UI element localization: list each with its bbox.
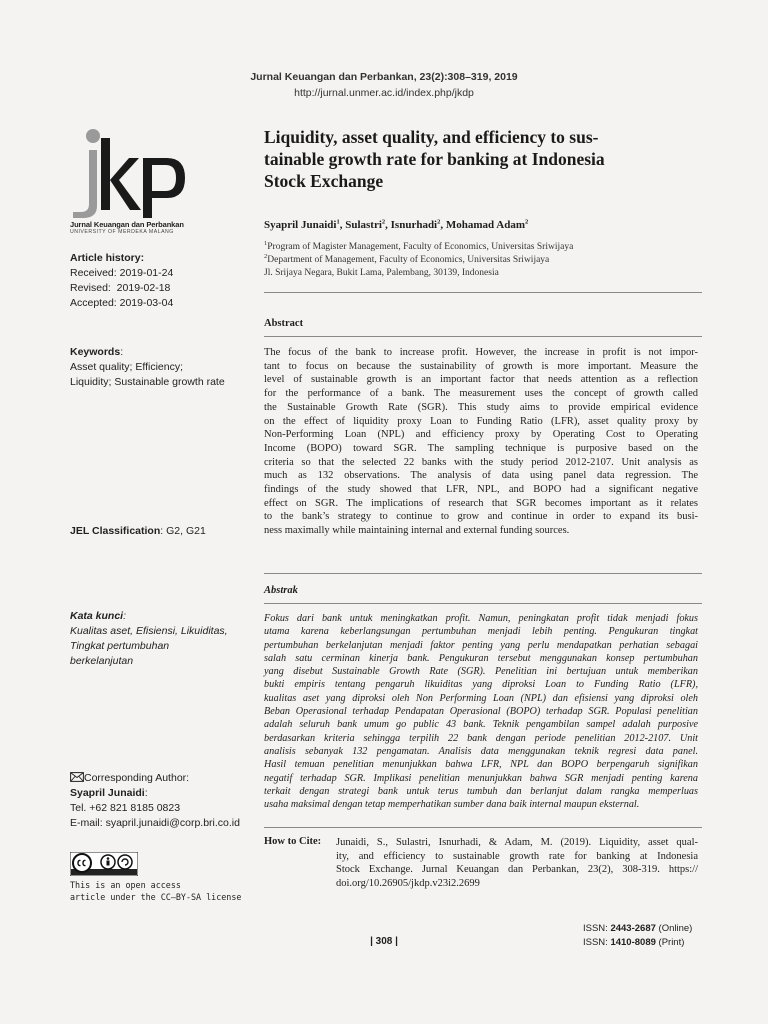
keywords-line-2: Liquidity; Sustainable growth rate bbox=[70, 376, 225, 388]
abstrak-line: Beban Operasional terhadap Pendapatan Operasional (BOPO) terhadap SGR. Populasi penelitian bbox=[264, 706, 698, 718]
abstract-heading: Abstract bbox=[264, 318, 304, 329]
issn-online-value: 2443-2687 bbox=[610, 923, 656, 934]
abstrak-line: berdasarkan kriteria sehingga terpilih 22 bank dengan periode penelitian 2012-2107. Unit bbox=[264, 732, 698, 744]
author-1: Syapril Junaidi bbox=[264, 219, 337, 231]
abstrak-line: salah satu cerminan kinerja bank. Pengukuran tersebut menggunakan konsep pertumbuhan bbox=[264, 652, 698, 664]
abstrak-heading: Abstrak bbox=[264, 585, 298, 596]
accepted-date: Accepted: 2019-03-04 bbox=[70, 297, 174, 309]
abstract-line: effect on SGR. The implications of research that SGR becomes important as it relates bbox=[264, 497, 698, 509]
author-4-sup: 2 bbox=[525, 218, 529, 226]
kata-kunci-label: Kata kunci bbox=[70, 610, 124, 622]
issn-online bbox=[583, 923, 692, 934]
how-to-cite-label: How to Cite: bbox=[264, 836, 322, 847]
author-1-sup: 1 bbox=[336, 218, 340, 226]
issn-print-type: (Print) bbox=[655, 937, 685, 948]
affiliation-2-text: Department of Management, Faculty of Economics, Universitas Sriwijaya bbox=[267, 255, 550, 265]
journal-url[interactable]: http://jurnal.unmer.ac.id/index.php/jkdp bbox=[294, 87, 474, 99]
abstract-line: Non-Performing Loan (NPL) and efficiency proxy by Operating Cost to Operating bbox=[264, 429, 698, 441]
abstrak-line: pertumbuhan berkelanjutan menjadi faktor penting yang perlu mendapatkan perhatian sebagai bbox=[264, 639, 698, 651]
abstrak-line: analisis sebanyak 132 pengamatan. Analisis data menggunakan teknik regresi data panel. bbox=[264, 745, 698, 757]
keywords-block: Keywords: Asset quality; Efficiency; Liquidity; Sustainable growth rate bbox=[70, 346, 225, 388]
abstrak-line: terkait dengan strategi bank untuk terus tumbuh dan berlanjut dalam rangka memperluas bbox=[264, 785, 698, 797]
kata-line-3: berkelanjutan bbox=[70, 655, 134, 667]
jel-value: : G2, G21 bbox=[160, 525, 206, 537]
kata-kunci-block: Kata kunci: Kualitas aset, Efisiensi, Likuiditas, Tingkat pertumbuhan berkelanjutan bbox=[70, 610, 228, 667]
abstrak-line: adalah seluruh bank umum go public 43 bank. Teknik pengambilan sampel adalah purposive bbox=[264, 719, 698, 731]
issn-print-label: ISSN: bbox=[583, 937, 611, 948]
title-line-1: Liquidity, asset quality, and efficiency to sus- bbox=[264, 127, 599, 147]
article-history bbox=[70, 251, 173, 311]
logo-journal-name: Jurnal Keuangan dan Perbankan bbox=[70, 220, 184, 229]
affiliation-1-sup: 1 bbox=[264, 239, 268, 247]
divider-abstract bbox=[264, 336, 702, 337]
affiliation-address: Jl. Srijaya Negara, Bukit Lama, Palembang, 30139, Indonesia bbox=[264, 268, 499, 278]
divider-abstrak-top bbox=[264, 573, 702, 574]
abstrak-line: bukti empiris tentang pengaruh likuiditas yang diproksi Loan to Funding Ratio (LFR), bbox=[264, 679, 698, 691]
kata-line-2: Tingkat pertumbuhan bbox=[70, 640, 170, 652]
revised-date: Revised: 2019-02-18 bbox=[70, 282, 171, 294]
abstract-line: findings of the study showed that LFR, NPL, and BOPO had a significant negative bbox=[264, 484, 698, 496]
author-4: , Mohamad Adam bbox=[440, 219, 526, 231]
author-3: , Isnurhadi bbox=[385, 219, 438, 231]
abstrak-line: Hasil temuan penelitian menunjukkan bahwa LFR, NPL dan BOPO berpengaruh signifikan bbox=[264, 759, 698, 771]
abstract-line: level of sustainable growth is an important factor that needs attention as a reflection bbox=[264, 374, 698, 386]
issn-print-value: 1410-8089 bbox=[610, 937, 656, 948]
issn-online-label: ISSN: bbox=[583, 923, 611, 934]
issn-online-type: (Online) bbox=[655, 923, 693, 934]
abstract-line: on the effect of liquidity proxy Loan to Funding Ratio (LFR), asset quality proxy by bbox=[264, 415, 698, 427]
author-2-sup: 2 bbox=[381, 218, 386, 226]
telephone: Tel. +62 821 8185 0823 bbox=[70, 802, 181, 814]
author-list bbox=[264, 219, 528, 231]
abstract-line: The focus of the bank to increase profit. However, the increase in profit is not impor- bbox=[264, 347, 698, 358]
divider-top bbox=[264, 292, 702, 293]
envelope-icon bbox=[70, 772, 84, 782]
logo-university: UNIVERSITY OF MERDEKA MALANG bbox=[70, 229, 174, 235]
abstract-line: tant to focus on because the sustainability of growth is more important. Measure the bbox=[264, 360, 698, 372]
title-line-2: tainable growth rate for banking at Indonesia bbox=[264, 149, 605, 169]
keywords-line-1: Asset quality; Efficiency; bbox=[70, 361, 184, 373]
abstrak-body bbox=[264, 612, 698, 811]
abstrak-line: Fokus dari bank untuk meningkatkan profit. Namun, peningkatan profit tidak menjadi fokus bbox=[264, 613, 698, 624]
license-line-1: This is an open access bbox=[70, 880, 181, 890]
cite-line: doi.org/10.26905/jkdp.v23i2.2699 bbox=[336, 878, 480, 890]
affiliation-2-sup: 2 bbox=[264, 252, 268, 260]
affiliation-1 bbox=[264, 239, 574, 252]
abstract-body bbox=[264, 346, 698, 538]
license-line-2: article under the CC–BY-SA license bbox=[70, 892, 242, 902]
how-to-cite-text bbox=[336, 836, 698, 891]
divider-abstrak bbox=[264, 603, 702, 604]
affiliation-1-text: Program of Magister Management, Faculty of Economics, Universitas Sriwijaya bbox=[267, 242, 574, 252]
corresponding-label: Corresponding Author: bbox=[84, 772, 190, 784]
abstrak-line: usaha maksimal dengan tetap memperhatikan sumber dana baik internal maupun eksternal. bbox=[264, 799, 640, 811]
journal-citation-header: Jurnal Keuangan dan Perbankan, 23(2):308–319, 2019 bbox=[250, 71, 518, 83]
abstrak-line: yang disebut Sustainable Growth Rate (SGR). Penelitian ini bertujuan untuk memberikan bbox=[264, 666, 698, 678]
abstrak-line: utama karena keberlangsungan pertumbuhan menjadi lebih penting. Pengukuran tingkat bbox=[264, 626, 698, 638]
page-number: | 308 | bbox=[370, 936, 398, 947]
corresponding-name: Syapril Junaidi bbox=[70, 787, 145, 799]
keywords-label: Keywords bbox=[70, 346, 121, 358]
jel-label: JEL Classification bbox=[70, 525, 161, 537]
affiliation-2 bbox=[264, 252, 550, 265]
jel-block bbox=[70, 524, 206, 539]
received-date: Received: 2019-01-24 bbox=[70, 267, 174, 279]
abstract-line: to the bank’s strategy to continue to grow and continue in order to expand its busi- bbox=[264, 511, 698, 523]
abstrak-line: negatif terhadap SGR. Implikasi penelitian menunjukkan bahwa SGR menjadi penting karena bbox=[264, 772, 698, 784]
article-title bbox=[264, 126, 694, 192]
email[interactable]: E-mail: syapril.junaidi@corp.bri.co.id bbox=[70, 817, 240, 829]
title-line-3: Stock Exchange bbox=[264, 171, 384, 191]
cc-by-sa-icon[interactable] bbox=[70, 852, 138, 876]
jkp-logo bbox=[69, 128, 189, 220]
abstract-line: criteria so that the selected 22 banks with the study period 2012-2107. Unit analysis as bbox=[264, 456, 698, 468]
author-2: , Sulastri bbox=[339, 219, 382, 231]
abstract-line: much as 132 observations. The analysis of data using panel data regression. The bbox=[264, 470, 698, 482]
author-3-sup: 2 bbox=[437, 218, 441, 226]
divider-cite bbox=[264, 827, 702, 828]
abstract-line: Income (BOPO) toward SGR. The sampling technique is purposive based on the bbox=[264, 442, 698, 454]
corresponding-block: Corresponding Author: Syapril Junaidi: Tel. +62 821 8185 0823 E-mail: syapril.junaidi@corp.bri.co.id bbox=[70, 772, 240, 829]
cite-line: Stock Exchange. Jurnal Keuangan dan Perbankan, 23(2), 308-319. https:// bbox=[336, 864, 698, 876]
license-text bbox=[70, 879, 241, 903]
cite-line: ity, and efficiency to sustainable growth rate for banking at Indonesia bbox=[336, 850, 698, 862]
abstract-line: for the performance of a bank. The measurement uses the concept of growth called bbox=[264, 388, 698, 400]
kata-line-1: Kualitas aset, Efisiensi, Likuiditas, bbox=[70, 625, 228, 637]
abstract-line: ness maximally while maintaining internal and external funding sources. bbox=[264, 525, 570, 537]
abstrak-line: kualitas aset yang diproksi oleh Non Performing Loan (NPL) dan efisiensi yang diproksi oleh bbox=[264, 692, 698, 704]
cite-line: Junaidi, S., Sulastri, Isnurhadi, & Adam, M. (2019). Liquidity, asset qual- bbox=[336, 837, 698, 848]
history-label: Article history: bbox=[70, 252, 145, 264]
abstract-line: the Sustainable Growth Rate (SGR). This study aims to provide empirical evidence bbox=[264, 401, 698, 413]
